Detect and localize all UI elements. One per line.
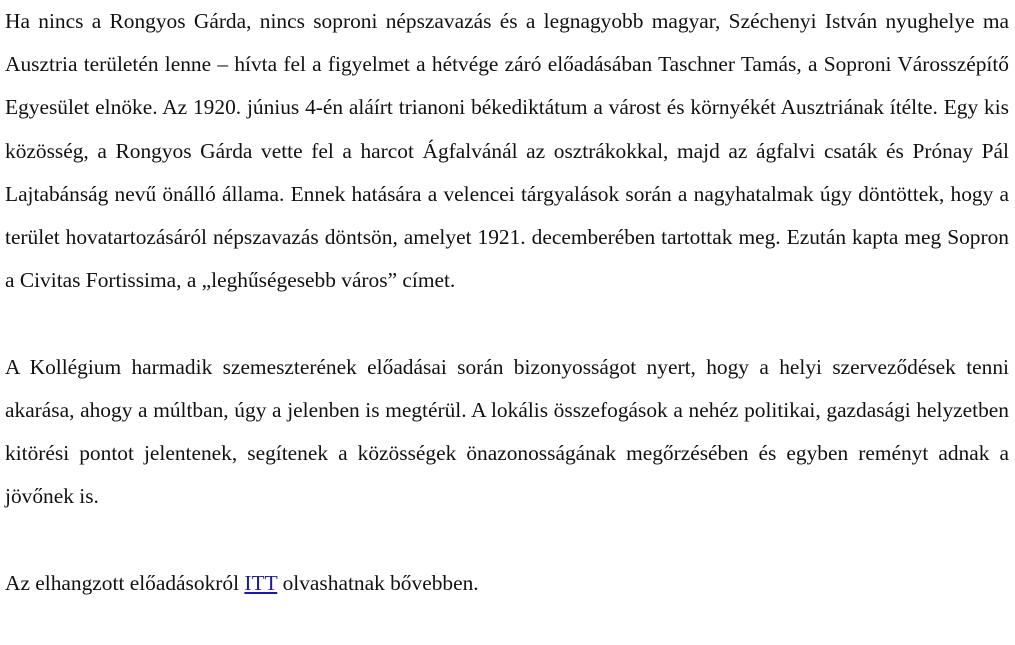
itt-link[interactable]: ITT: [244, 570, 278, 595]
article-body: [5, 0, 1009, 605]
article-paragraph-college: A Kollégium harmadik szemeszterének előadásai során bizonyosságot nyert, hogy a helyi szerveződések tenni akarása, ahogy a múltban, úgy a jelenben is megtérül. A lokális összefogások a nehéz politikai, gazdasági helyzetben kitörési pontot jelentenek, segítenek a közösségek önazonosságának megőrzésében és egyben reményt adnak a jövőnek is.: [5, 354, 1009, 509]
more-info-text-before: Az elhangzott előadásokról: [5, 570, 245, 595]
more-info-text-after: olvashatnak bővebben.: [277, 570, 479, 595]
article-paragraph-more-info: [5, 562, 1009, 605]
article-paragraph-history: Ha nincs a Rongyos Gárda, nincs soproni népszavazás és a legnagyobb magyar, Széchenyi István nyughelye ma Ausztria területén lenne – hívta fel a figyelmet a hétvége záró előadásában Taschner Tamás, a Soproni Városszépítő Egyesület elnöke. Az 1920. június 4-én aláírt trianoni békediktátum a várost és környékét Ausztriának ítélte. Egy kis közösség, a Rongyos Gárda vette fel a harcot Ágfalvánál az osztrákokkal, majd az ágfalvi csaták és Prónay Pál Lajtabánság nevű önálló államа. Ennek hatására a velencei tárgyalások során a nagyhatalmak úgy döntöttek, hogy a terület hovatartozásáról népszavazás döntsön, amelyet 1921. decemberében tartottak meg. Ezután kapta meg Sopron a Civitas Fortissima, a „leghűségesebb város” címet.: [5, 9, 1009, 293]
